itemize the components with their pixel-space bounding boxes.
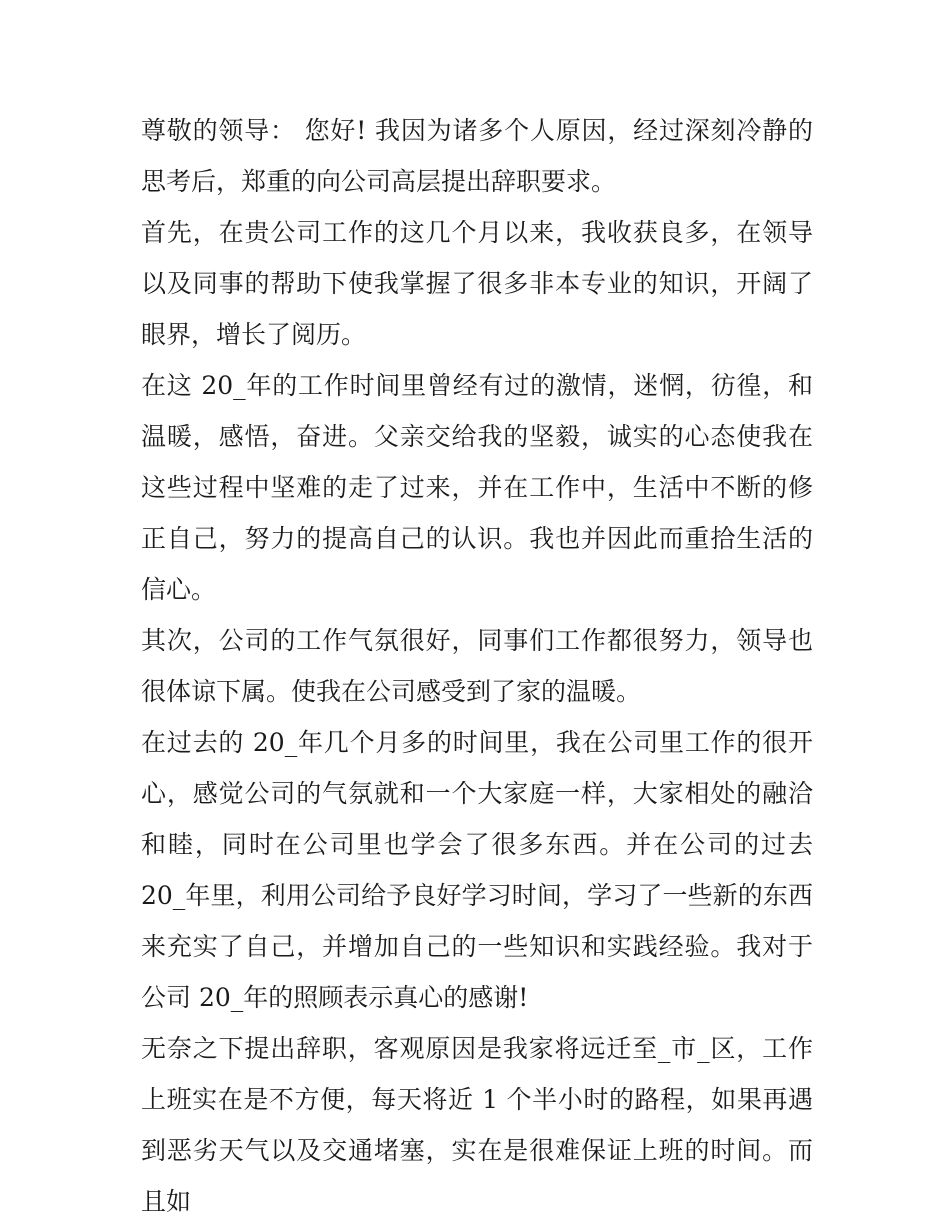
document-body xyxy=(141,105,813,1227)
paragraph-experience: 在这 20_年的工作时间里曾经有过的激情，迷惘，彷徨，和温暖，感悟，奋进。父亲交给我的坚毅，诚实的心态使我在这些过程中坚难的走了过来，并在工作中，生活中不断的修正自己，努力的提高自己的认识。我也并因此而重拾生活的信心。 xyxy=(141,371,813,604)
paragraph-greeting: 尊敬的领导： 您好! 我因为诸多个人原因，经过深刻冷静的思考后，郑重的向公司高层提出辞职要求。 xyxy=(141,116,813,196)
paragraph-reason: 无奈之下提出辞职，客观原因是我家将远迁至_市_区，工作上班实在是不方便，每天将近 1 个半小时的路程，如果再遇到恶劣天气以及交通堵塞，实在是很难保证上班的时间。而且如 xyxy=(141,1034,813,1216)
paragraph-gains: 首先，在贵公司工作的这几个月以来，我收获良多，在领导以及同事的帮助下使我掌握了很多非本专业的知识，开阔了眼界，增长了阅历。 xyxy=(141,218,813,349)
paragraph-gratitude: 在过去的 20_年几个月多的时间里，我在公司里工作的很开心，感觉公司的气氛就和一个大家庭一样，大家相处的融洽和睦，同时在公司里也学会了很多东西。并在公司的过去 20_年里，利用公司给予良好学习时间，学习了一些新的东西来充实了自己，并增加自己的一些知识和实践经验。我对于公司 20_年的照顾表示真心的感谢! xyxy=(141,728,813,1012)
paragraph-atmosphere: 其次，公司的工作气氛很好，同事们工作都很努力，领导也很体谅下属。使我在公司感受到了家的温暖。 xyxy=(141,626,813,706)
